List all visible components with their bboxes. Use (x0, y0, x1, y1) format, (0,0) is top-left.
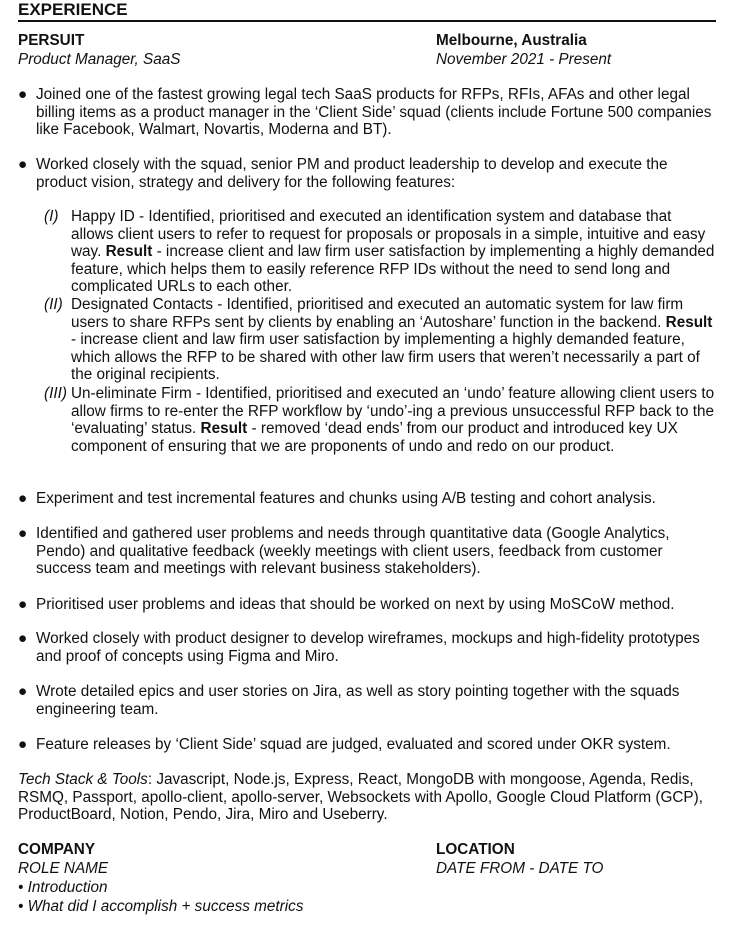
feature-number: (III) (44, 385, 67, 402)
tech-stack-text: : Javascript, Node.js, Express, React, MongoDB with mongoose, Agenda, Redis, RSMQ, Passport, apollo-client, apollo-server, Websockets with Apollo, Google Cloud Platform (GCP), ProductBoard, Notion, Pendo, Jira, Miro and Useberry. (18, 771, 703, 824)
bullet-icon: ● (18, 86, 28, 103)
bullet-text: Feature releases by ‘Client Side’ squad are judged, evaluated and scored under OKR system. (36, 736, 671, 753)
bullet-text: Wrote detailed epics and user stories on Jira, as well as story pointing together with the squads engineering team. (36, 683, 680, 718)
feature-description: Designated Contacts - Identified, prioritised and executed an automatic system for law firm users to share RFPs sent by clients by enabling an ‘Autoshare’ function in the backend. (71, 296, 684, 331)
job-role: Product Manager, SaaS (18, 51, 181, 68)
feature-number: (II) (44, 296, 63, 313)
feature-number: (I) (44, 208, 59, 225)
result-description: - removed ‘dead ends’ from our product and introduced key UX component of ensuring that we are proponents of undo and redo on our product. (71, 420, 678, 455)
tech-stack-label: Tech Stack & Tools (18, 771, 148, 788)
result-description: - increase client and law firm user satisfaction by implementing a highly demanded feature, which allows the RFP to be shared with other law firm users that weren’t necessarily a part of the original recipients. (71, 331, 700, 384)
template-dates: DATE FROM - DATE TO (436, 860, 604, 877)
template-location: LOCATION (436, 841, 515, 858)
bullet-text: Prioritised user problems and ideas that should be worked on next by using MoSCoW method. (36, 596, 675, 613)
bullet-text: Identified and gathered user problems and needs through quantitative data (Google Analytics, Pendo) and qualitative feedback (weekly meetings with client users, feedback from customer success team and meetings with relevant business stakeholders). (36, 525, 670, 578)
bullet-icon: ● (18, 490, 28, 507)
job-location: Melbourne, Australia (436, 32, 587, 49)
template-item: • Introduction (18, 879, 108, 896)
template-company: COMPANY (18, 841, 96, 858)
result-label: Result (665, 313, 713, 331)
feature-text (71, 208, 718, 296)
bullet-text: Worked closely with product designer to develop wireframes, mockups and high-fidelity prototypes and proof of concepts using Figma and Miro. (36, 630, 700, 665)
feature-text (71, 385, 718, 455)
job-dates: November 2021 - Present (436, 51, 612, 68)
feature-description: Un-eliminate Firm - Identified, prioritised and executed an ‘undo’ feature allowing client users to allow firms to re-enter the RFP workflow by ‘undo’-ing a previous unsuccessful RFP back to the ‘evaluating’ status. (71, 385, 715, 438)
feature-text (71, 296, 718, 384)
template-item: • What did I accomplish + success metrics (18, 898, 304, 915)
tech-stack (18, 771, 718, 824)
result-description: - increase client and law firm user satisfaction by implementing a highly demanded feature, which helps them to easily reference RFP IDs without the need to send long and complicated URLs to each other. (71, 243, 715, 296)
feature-description: Happy ID - Identified, prioritised and executed an identification system and database that allows client users to refer to request for proposals or proposals in a simple, intuitive and easy way. (71, 208, 706, 261)
result-label: Result (200, 420, 248, 438)
bullet-text: Experiment and test incremental features and chunks using A/B testing and cohort analysis. (36, 490, 656, 507)
bullet-text: Worked closely with the squad, senior PM and product leadership to develop and execute the product vision, strategy and delivery for the following features: (36, 156, 668, 191)
template-role: ROLE NAME (18, 860, 109, 877)
bullet-text: Joined one of the fastest growing legal tech SaaS products for RFPs, RFIs, AFAs and other legal billing items as a product manager in the ‘Client Side’ squad (clients include Fortune 500 companies like Facebook, Walmart, Novartis, Moderna and BT). (36, 86, 712, 139)
company-name: PERSUIT (18, 32, 85, 49)
bullet-icon: ● (18, 596, 28, 613)
section-title: EXPERIENCE (18, 0, 716, 22)
bullet-icon: ● (18, 683, 28, 700)
bullet-icon: ● (18, 525, 28, 542)
bullet-icon: ● (18, 156, 28, 173)
bullet-icon: ● (18, 630, 28, 647)
result-label: Result (105, 243, 153, 261)
bullet-icon: ● (18, 736, 28, 753)
